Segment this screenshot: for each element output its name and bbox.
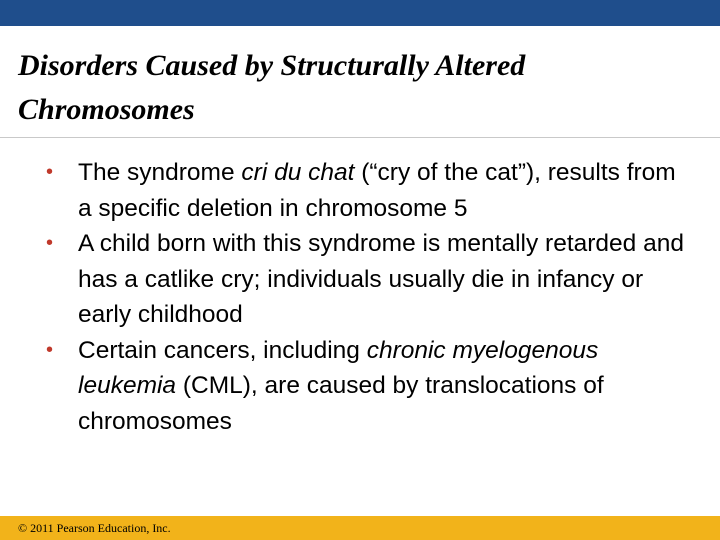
- bullet-text-segment: (“cry of the cat”), results from a specific deletion in chromosome 5: [78, 159, 676, 222]
- bullet-text-segment: Certain cancers, including: [78, 336, 367, 364]
- bullet-item: [46, 155, 696, 226]
- bullet-text-segment: A child born with this syndrome is mentally retarded and has a catlike cry; individuals usually die in infancy or early childhood: [78, 230, 684, 328]
- bullet-marker: •: [46, 338, 54, 361]
- footer-bar: [0, 516, 720, 540]
- slide-title: Disorders Caused by Structurally Altered Chromosomes: [18, 49, 526, 126]
- bullet-list: [46, 155, 696, 439]
- copyright-text: © 2011 Pearson Education, Inc.: [18, 521, 171, 535]
- top-accent-bar: [0, 0, 720, 26]
- bullet-item: [46, 333, 696, 440]
- bullet-item: [46, 226, 696, 333]
- bullet-marker: •: [46, 161, 54, 183]
- bullet-text-italic: cri du chat: [241, 159, 355, 186]
- bullet-marker: •: [46, 232, 54, 254]
- bullet-text-segment: (CML), are caused by translocations of chromosomes: [78, 372, 604, 435]
- bullet-text-italic: chronic myelogenous leukemia: [78, 336, 599, 399]
- bullet-text-segment: The syndrome: [78, 159, 242, 186]
- title-divider: [0, 137, 720, 138]
